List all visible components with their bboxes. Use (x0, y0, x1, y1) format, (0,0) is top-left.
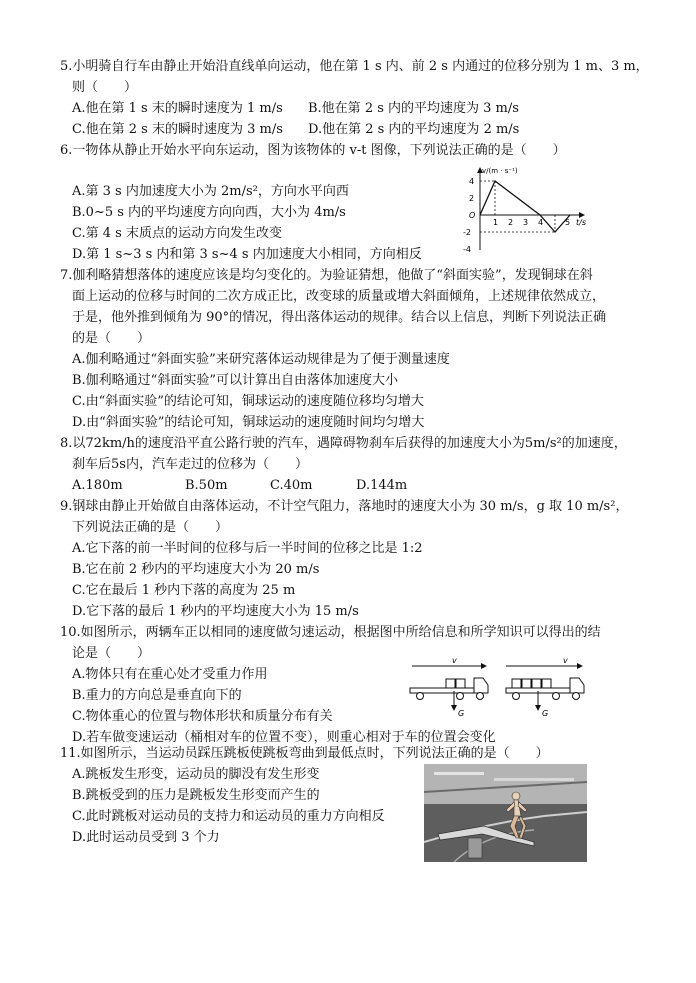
q6-y-tick: -2 (463, 228, 471, 237)
q7-stem-cont: 面上运动的位移与时间的二次方成正比，改变球的质量或增大斜面倾角，上述规律依然成立， (72, 289, 606, 304)
q8-option-d: D.144m (356, 478, 408, 493)
q7-stem: 7.伽利略猜想落体的速度应该是均匀变化的。为验证猜想，他做了“斜面实验”，发现铜球在斜 (60, 268, 593, 283)
q7-option-b: B.伽利略通过“斜面实验”可以计算出自由落体加速度大小 (72, 373, 398, 388)
q10-stem-cont: 论是（ ） (72, 646, 151, 661)
q9-option-c: C.它在最后 1 秒内下落的高度为 25 m (72, 583, 296, 598)
truck-left (410, 656, 488, 718)
q6-x-axis-label: t/s (576, 218, 586, 227)
q5-option-a: A.他在第 1 s 末的瞬时速度为 1 m/s (72, 101, 283, 116)
q6-y-tick: 2 (469, 194, 475, 203)
q7-option-d: D.由“斜面实验”的结论可知，铜球运动的速度随时间均匀增大 (72, 415, 425, 430)
q6-option-a: A.第 3 s 内加速度大小为 2m/s²，方向水平向西 (72, 184, 349, 199)
q7-stem-cont: 的是（ ） (72, 331, 151, 346)
q8-stem: 8.以72km/h的速度沿平直公路行驶的汽车，遇障碍物刹车后获得的加速度大小为5m/s²的加速度， (60, 436, 627, 451)
q6-x-tick: 4 (538, 218, 544, 227)
q5-option-d: D.他在第 2 s 内的平均速度为 2 m/s (308, 122, 520, 137)
q8-option-a: A.180m (72, 478, 123, 493)
gravity-label: G (542, 709, 549, 718)
q5-option-c: C.他在第 2 s 末的瞬时速度为 3 m/s (72, 122, 283, 137)
q10-option-b: B.重力的方向总是垂直向下的 (72, 688, 242, 703)
q8-option-b: B.50m (185, 478, 228, 493)
diver-photo (424, 764, 587, 862)
q6-option-b: B.0~5 s 内的平均速度方向向西，大小为 4m/s (72, 205, 346, 220)
q7-option-a: A.伽利略通过“斜面实验”来研究落体运动规律是为了便于测量速度 (72, 352, 450, 367)
velocity-label: v (452, 656, 457, 665)
truck-right (506, 656, 584, 718)
q8-stem-cont: 刹车后5s内，汽车走过的位移为（ ） (72, 457, 308, 472)
velocity-label: v (563, 656, 568, 665)
q9-option-b: B.它在前 2 秒内的平均速度大小为 20 m/s (72, 562, 320, 577)
q6-x-tick: 5 (565, 218, 571, 227)
q7-option-c: C.由“斜面实验”的结论可知，铜球运动的速度随位移均匀增大 (72, 394, 424, 409)
q9-option-d: D.它下落的最后 1 秒内的平均速度大小为 15 m/s (72, 604, 359, 619)
q6-x-tick: 3 (523, 218, 529, 227)
q5-stem-cont: 则（ ） (72, 80, 138, 95)
q6-y-tick: 4 (469, 177, 475, 186)
q6-vt-graph (462, 162, 592, 254)
q10-stem: 10.如图所示，两辆车正以相同的速度做匀速运动，根据图中所给信息和所学知识可以得出的结 (60, 625, 601, 640)
q11-option-c: C.此时跳板对运动员的支持力和运动员的重力方向相反 (72, 809, 385, 824)
q7-stem-cont: 于是，他外推到倾角为 90°的情况，得出落体运动的规律。结合以上信息，判断下列说法正确 (72, 310, 607, 325)
q11-stem: 11.如图所示，当运动员踩压跳板使跳板弯曲到最低点时，下列说法正确的是（ ） (60, 746, 549, 761)
q10-trucks-figure (408, 654, 592, 720)
q6-option-c: C.第 4 s 末质点的运动方向发生改变 (72, 226, 282, 241)
q6-y-axis-label: v/(m · s⁻¹) (482, 167, 518, 175)
q11-option-b: B.跳板受到的压力是跳板发生形变而产生的 (72, 788, 320, 803)
q9-option-a: A.它下落的前一半时间的位移与后一半时间的位移之比是 1:2 (72, 541, 423, 556)
q5-option-b: B.他在第 2 s 内的平均速度为 3 m/s (308, 101, 519, 116)
q8-option-c: C.40m (270, 478, 313, 493)
q9-stem: 9.钢球由静止开始做自由落体运动，不计空气阻力，落地时的速度大小为 30 m/s，g 取 10 m/s²， (60, 499, 629, 514)
gravity-label: G (458, 709, 465, 718)
q10-option-d: D.若车做变速运动（桶相对车的位置不变），则重心相对于车的位置会变化 (72, 730, 496, 745)
q6-x-tick: 1 (493, 218, 499, 227)
q10-option-c: C.物体重心的位置与物体形状和质量分布有关 (72, 709, 333, 724)
q6-x-tick: 2 (508, 218, 514, 227)
q10-option-a: A.物体只有在重心处才受重力作用 (72, 667, 268, 682)
q11-option-d: D.此时运动员受到 3 个力 (72, 830, 220, 845)
q11-option-a: A.跳板发生形变，运动员的脚没有发生形变 (72, 767, 320, 782)
q6-stem: 6.一物体从静止开始水平向东运动，图为该物体的 v-t 图像，下列说法正确的是（ ） (60, 143, 566, 158)
q6-origin-label: O (469, 211, 476, 220)
q9-stem-cont: 下列说法正确的是（ ） (72, 520, 229, 535)
q6-option-d: D.第 1 s~3 s 内和第 3 s~4 s 内加速度大小相同，方向相反 (72, 247, 422, 262)
q5-stem: 5.小明骑自行车由静止开始沿直线单向运动，他在第 1 s 内、前 2 s 内通过的位移分别为 1 m、3 m， (60, 59, 649, 74)
q6-y-tick: -4 (463, 245, 471, 254)
